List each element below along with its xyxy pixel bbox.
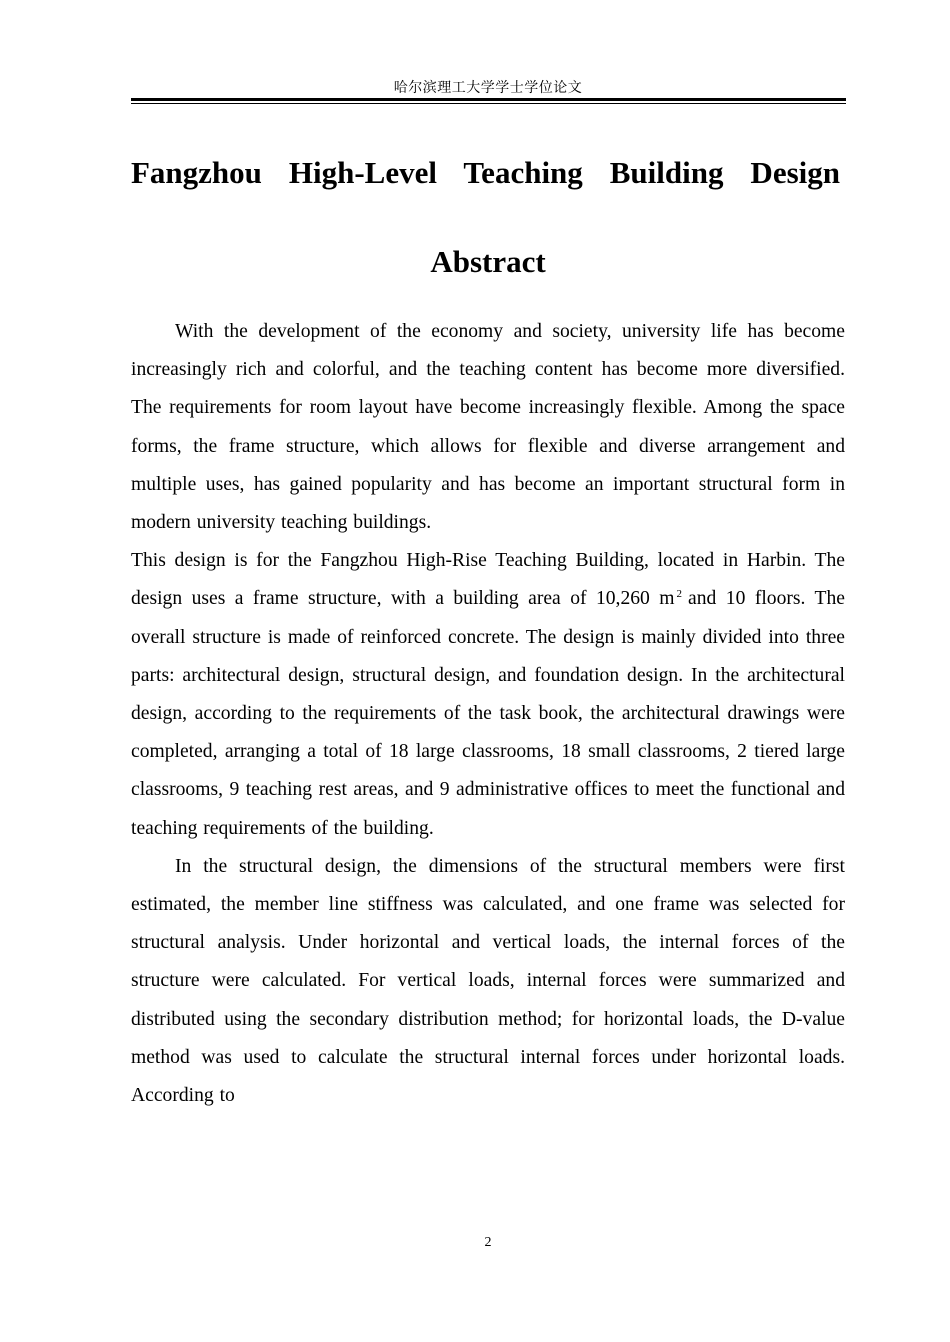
header-rule-thin <box>131 103 846 104</box>
thesis-title: Fangzhou High-Level Teaching Building Design <box>131 155 840 190</box>
running-header: 哈尔滨理工大学学士学位论文 <box>393 80 583 96</box>
abstract-paragraph-2 <box>131 542 845 848</box>
page-number: 2 <box>484 1235 492 1250</box>
paragraph-2-text-end: and 10 floors. The overall structure is made of reinforced concrete. The design is mainly divided into three parts: architectural design, structural design, and foundation design. In the architectural design, according to the requirements of the task book, the architectural drawings were completed, arranging a total of 18 large classrooms, 18 small classrooms, 2 tiered large classrooms, 9 teaching rest areas, and 9 administrative offices to meet the functional and teaching requirements of the building. <box>131 588 845 839</box>
header-rule-thick <box>131 98 846 101</box>
abstract-paragraph-1: With the development of the economy and society, university life has become increasingly rich and colorful, and the teaching content has become more diversified. The requirements for room layout have become increasingly flexible. Among the space forms, the frame structure, which allows for flexible and diverse arrangement and multiple uses, has gained popularity and has become an important structural form in modern university teaching buildings. <box>131 321 845 534</box>
abstract-paragraph-3: In the structural design, the dimensions of the structural members were first estimated, the member line stiffness was calculated, and one frame was selected for structural analysis. Under horizontal and vertical loads, the internal forces of the structure were calculated. For vertical loads, internal forces were summarized and distributed using the secondary distribution method; for horizontal loads, the D-value method was used to calculate the structural internal forces under horizontal loads. According to <box>131 855 845 1107</box>
paragraph-2-text-start: This design is for the Fangzhou High-Rise Teaching Building, located in Harbin. The design uses a frame structure, with a building area of 10,260 m <box>131 550 845 610</box>
area-unit-superscript: 2 <box>676 588 683 601</box>
abstract-body <box>131 313 845 1115</box>
abstract-heading: Abstract <box>430 244 546 279</box>
